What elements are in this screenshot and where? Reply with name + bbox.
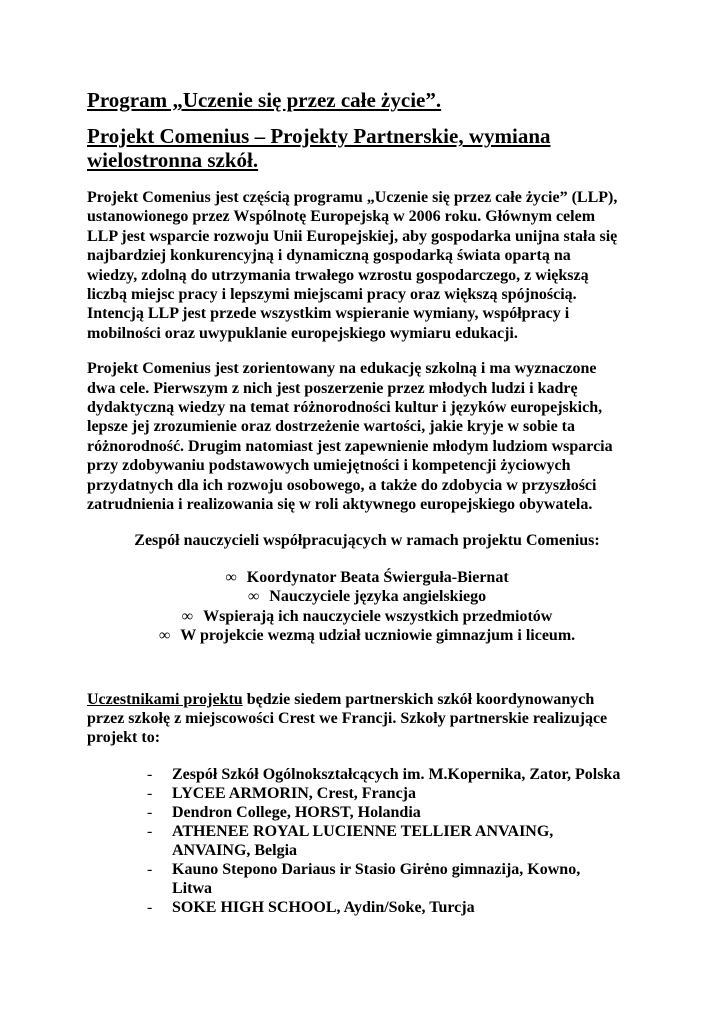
goals-paragraph bbox=[87, 359, 647, 514]
paragraph-line: dwa cele. Pierwszym z nich jest poszerzenie przez młodych ludzi i kadrę bbox=[87, 379, 578, 397]
school-list bbox=[87, 765, 647, 917]
team-list-item bbox=[87, 607, 647, 627]
participants-lead: Uczestnikami projektu bbox=[87, 690, 243, 708]
school-list-item bbox=[147, 822, 647, 860]
infinity-bullet-icon: ∞ bbox=[225, 568, 237, 586]
participants-paragraph bbox=[87, 690, 647, 747]
paragraph-line: zatrudnienia i realizowania się w roli aktywnego europejskiego obywatela. bbox=[87, 496, 593, 514]
team-list-item bbox=[87, 568, 647, 588]
paragraph-line: Projekt Comenius jest częścią programu „Uczenie się przez całe życie” (LLP), bbox=[87, 189, 618, 206]
program-heading: Program „Uczenie się przez całe życie”. bbox=[87, 88, 442, 112]
school-list-item bbox=[147, 898, 647, 917]
infinity-bullet-icon: ∞ bbox=[158, 627, 171, 644]
paragraph-line: Projekt Comenius jest zorientowany na edukację szkolną i ma wyznaczone bbox=[87, 360, 597, 378]
team-title: Zespół nauczycieli współpracujących w ramach projektu Comenius: bbox=[134, 531, 600, 549]
intro-paragraph bbox=[87, 188, 647, 343]
paragraph-line: projekt to: bbox=[87, 728, 161, 746]
school-list-item bbox=[147, 803, 647, 822]
infinity-bullet-icon: ∞ bbox=[247, 588, 260, 605]
team-item-text: W projekcie wezmą udział uczniowie gimnazjum i liceum. bbox=[180, 627, 576, 644]
school-list-item bbox=[147, 765, 647, 784]
project-heading: Projekt Comenius – Projekty Partnerskie, wymiana wielostronna szkół. bbox=[87, 124, 551, 172]
team-item-text: Koordynator Beata Świerguła-Biernat bbox=[246, 568, 509, 586]
school-name-continuation: Litwa bbox=[172, 879, 212, 897]
team-list bbox=[87, 568, 647, 646]
paragraph-line: przez szkołę z miejscowości Crest we Francji. Szkoły partnerskie realizujące bbox=[87, 709, 608, 727]
paragraph-line: liczbą miejsc pracy i lepszymi miejscami pracy oraz większą spójnością. bbox=[87, 286, 577, 304]
school-name: SOKE HIGH SCHOOL, Aydin/Soke, Turcja bbox=[172, 898, 475, 916]
dash-bullet-icon: - bbox=[147, 898, 153, 916]
paragraph-line: mobilności oraz uwypuklanie europejskiego wymiaru edukacji. bbox=[87, 324, 518, 342]
paragraph-line: wiedzy, zdolną do utrzymania trwałego wzrostu gospodarczego, z większą bbox=[87, 266, 589, 284]
school-name: Dendron College, HORST, Holandia bbox=[172, 803, 421, 821]
paragraph-line: Intencją LLP jest przede wszystkim wspieranie wymiany, współpracy i bbox=[87, 305, 570, 323]
paragraph-line bbox=[87, 690, 647, 709]
paragraph-line: różnorodność. Drugim natomiast jest zapewnienie młodym ludziom wsparcia bbox=[87, 437, 613, 455]
school-name: LYCEE ARMORIN, Crest, Francja bbox=[172, 784, 416, 802]
dash-bullet-icon: - bbox=[147, 860, 153, 878]
school-name-continuation: ANVAING, Belgia bbox=[172, 841, 298, 859]
document-page bbox=[87, 86, 647, 917]
paragraph-line: przy zdobywaniu podstawowych umiejętności i kompetencji życiowych bbox=[87, 457, 571, 475]
participants-line1-rest: będzie siedem partnerskich szkół koordynowanych bbox=[242, 690, 595, 708]
dash-bullet-icon: - bbox=[147, 765, 153, 783]
paragraph-line: ustanowionego przez Wspólnotę Europejską w 2006 roku. Głównym celem bbox=[87, 208, 596, 226]
team-list-item bbox=[87, 587, 647, 607]
school-list-item bbox=[147, 784, 647, 803]
paragraph-line: najbardziej konkurencyjną i dynamiczną gospodarką świata opartą na bbox=[87, 247, 571, 265]
school-name: Zespół Szkół Ogólnokształcących im. M.Kopernika, Zator, Polska bbox=[172, 765, 621, 783]
team-list-item bbox=[87, 626, 647, 646]
dash-bullet-icon: - bbox=[147, 784, 153, 802]
school-list-item bbox=[147, 860, 647, 898]
infinity-bullet-icon: ∞ bbox=[181, 607, 194, 625]
paragraph-line: LLP jest wsparcie rozwoju Unii Europejskiej, aby gospodarka unijna stała się bbox=[87, 227, 618, 245]
team-item-text: Wspierają ich nauczyciele wszystkich przedmiotów bbox=[203, 607, 553, 625]
paragraph-line: przydatnych dla ich rozwoju osobowego, a także do zdobycia w przyszłości bbox=[87, 476, 597, 494]
paragraph-line: dydaktyczną wiedzy na temat różnorodności kultur i języków europejskich, bbox=[87, 399, 603, 417]
team-item-text: Nauczyciele języka angielskiego bbox=[269, 588, 487, 605]
school-name: Kauno Stepono Dariaus ir Stasio Girėno gimnazija, Kowno, bbox=[172, 860, 581, 878]
dash-bullet-icon: - bbox=[147, 803, 153, 821]
paragraph-line: lepsze jej zrozumienie oraz dostrzeżenie wartości, jakie kryje w sobie ta bbox=[87, 418, 575, 436]
school-name: ATHENEE ROYAL LUCIENNE TELLIER ANVAING, bbox=[172, 822, 554, 840]
dash-bullet-icon: - bbox=[147, 822, 153, 840]
